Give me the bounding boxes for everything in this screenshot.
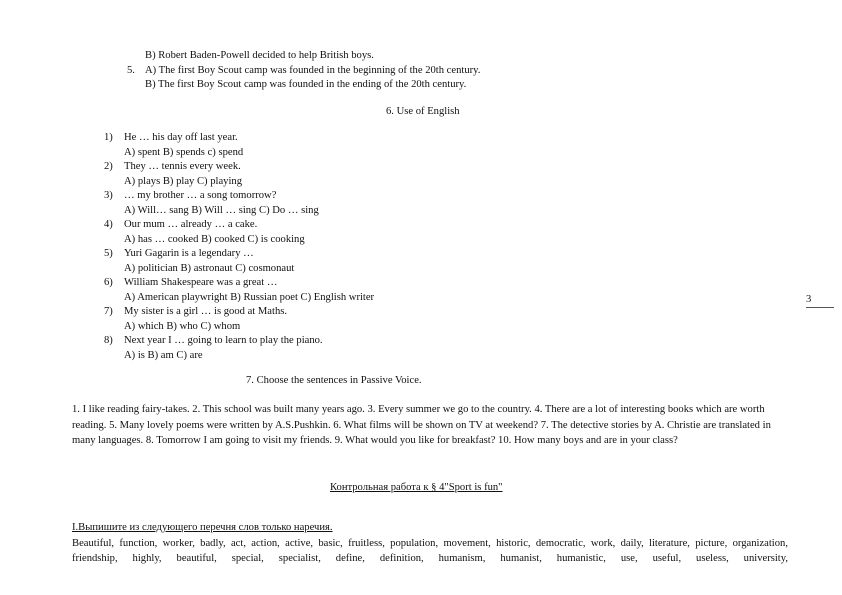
question-list bbox=[104, 131, 374, 363]
item-number: 1) bbox=[104, 132, 113, 143]
item-number: 3) bbox=[104, 190, 113, 201]
page-number-rule bbox=[806, 307, 834, 308]
item-number: 7) bbox=[104, 306, 113, 317]
list-item bbox=[104, 334, 374, 363]
option-line: B) The first Boy Scout camp was founded in the ending of the 20th century. bbox=[145, 79, 467, 90]
question-text: William Shakespeare was a great … bbox=[124, 277, 278, 288]
task-block bbox=[72, 520, 788, 567]
list-item bbox=[104, 218, 374, 247]
answer-options: A) which B) who C) whom bbox=[124, 320, 241, 332]
list-item bbox=[104, 247, 374, 276]
section-heading: 6. Use of English bbox=[386, 106, 460, 117]
option-line: A) The first Boy Scout camp was founded in the beginning of the 20th century. bbox=[145, 65, 481, 76]
answer-options: A) has … cooked B) cooked C) is cooking bbox=[124, 233, 305, 245]
option-line: B) Robert Baden-Powell decided to help British boys. bbox=[145, 50, 374, 61]
list-item bbox=[104, 189, 374, 218]
item-number: 5. bbox=[127, 65, 135, 76]
item-number: 8) bbox=[104, 335, 113, 346]
answer-options: A) American playwright B) Russian poet C) English writer bbox=[124, 291, 375, 303]
item-number: 6) bbox=[104, 277, 113, 288]
question-text: They … tennis every week. bbox=[124, 161, 241, 172]
item-number: 2) bbox=[104, 161, 113, 172]
list-item bbox=[104, 305, 374, 334]
answer-options: A) plays B) play C) playing bbox=[124, 175, 242, 187]
passive-voice-sentences: 1. I like reading fairy-takes. 2. This school was built many years ago. 3. Every summer we go to the country. 4. There are a lot of interesting books which are worth reading. 5. Many lovely poems were written by A.S.Pushkin. 6. What films will be shown on TV at weekend? 7. The detective stories by A. Christie are translated in many languages. 8. Tomorrow I am going to visit my friends. 9. What would you like for breakfast? 10. How many boys and are in your class? bbox=[72, 404, 771, 446]
answer-options: A) Will… sang B) Will … sing C) Do … sing bbox=[124, 204, 319, 216]
section-heading: 7. Choose the sentences in Passive Voice. bbox=[246, 375, 422, 386]
test-title: Контрольная работа к § 4"Sport is fun" bbox=[330, 482, 503, 493]
question-text: He … his day off last year. bbox=[124, 132, 238, 143]
answer-options: A) is B) am C) are bbox=[124, 349, 203, 361]
question-text: Next year I … going to learn to play the piano. bbox=[124, 335, 323, 346]
list-item bbox=[104, 160, 374, 189]
word-list: Beautiful, function, worker, badly, act, action, active, basic, fruitless, population, movement, historic, democratic, work, daily, literature, picture, organization, friendship, highly, beautiful, special, specialist, define, definition, humanism, humanist, humanistic, use, useful, useless, university, bbox=[72, 537, 788, 564]
item-number: 5) bbox=[104, 248, 113, 259]
question-text: Yuri Gagarin is a legendary … bbox=[124, 248, 254, 259]
page-number: 3 bbox=[806, 294, 812, 305]
list-item bbox=[104, 276, 374, 305]
question-text: My sister is a girl … is good at Maths. bbox=[124, 306, 288, 317]
question-text: Our mum … already … a cake. bbox=[124, 219, 258, 230]
task-header: I.Выпишите из следующего перечня слов только наречия. bbox=[72, 522, 333, 533]
answer-options: A) spent B) spends c) spend bbox=[124, 146, 244, 158]
question-text: … my brother … a song tomorrow? bbox=[124, 190, 277, 201]
answer-options: A) politician B) astronaut C) cosmonaut bbox=[124, 262, 295, 274]
list-item bbox=[104, 131, 374, 160]
item-number: 4) bbox=[104, 219, 113, 230]
